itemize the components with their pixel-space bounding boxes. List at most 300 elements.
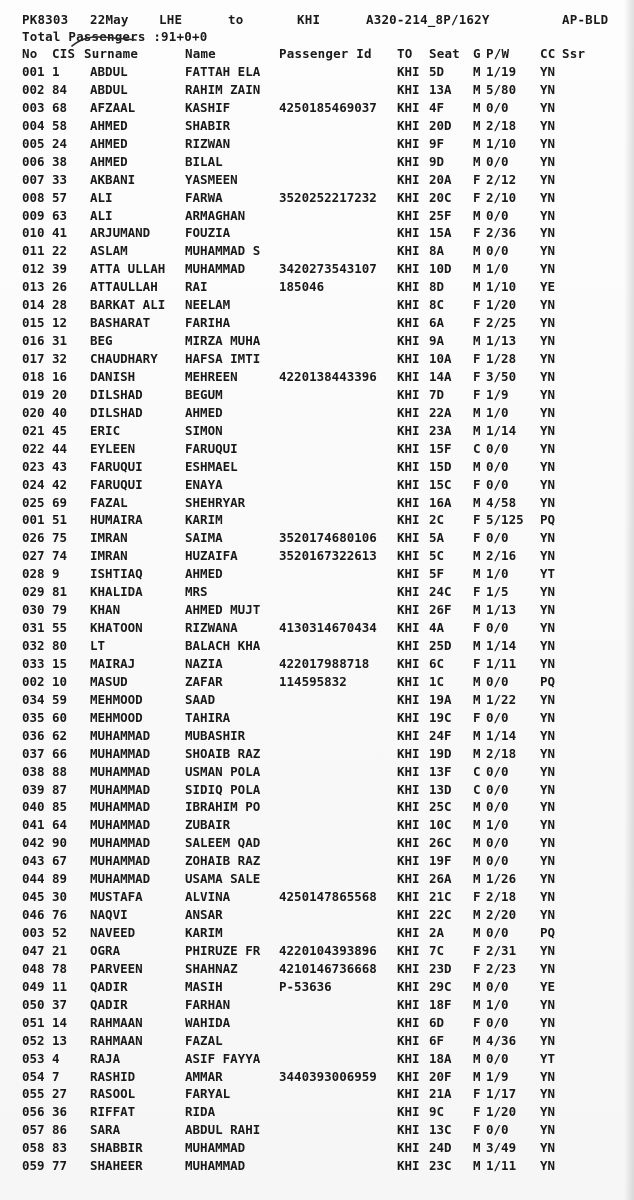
row-surname: MUHAMMAD [90,871,151,887]
row-no: 001 [22,512,45,528]
row-to: KHI [397,1086,420,1102]
row-cis: 24 [52,135,68,151]
row-cis: 10 [52,673,68,689]
row-to: KHI [397,709,420,725]
table-row [22,691,622,709]
row-cc: YN [540,835,556,851]
row-cc: YN [540,781,556,797]
row-name: KARIM [185,512,223,528]
row-pw: 1/19 [486,64,517,79]
row-seat: 9C [429,1104,445,1120]
row-cis: 80 [52,638,68,653]
row-no: 009 [22,207,45,223]
page-edge-shadow [624,0,634,1200]
row-pw: 0/0 [486,763,509,779]
row-no: 039 [22,781,45,797]
row-to: KHI [397,333,420,349]
row-cis: 75 [52,530,68,546]
table-row [22,242,622,260]
row-cis: 60 [52,709,68,725]
row-cis: 22 [52,243,68,259]
row-to: KHI [397,1104,420,1120]
row-seat: 19A [429,691,452,707]
row-no: 021 [22,422,45,438]
table-row [22,404,622,422]
row-seat: 25C [429,799,452,815]
row-gender: F [473,620,481,636]
row-surname: RASHID [90,1068,136,1084]
row-no: 028 [22,566,45,582]
row-name: BILAL [185,153,223,169]
row-no: 043 [22,853,45,869]
row-gender: F [473,655,481,671]
row-no: 017 [22,351,45,366]
row-name: ANSAR [185,907,223,923]
row-seat: 20F [429,1068,452,1084]
row-gender: F [473,225,481,241]
row-surname: RAHMAAN [90,1014,143,1030]
row-cc: YN [540,907,556,923]
row-seat: 29C [429,978,452,994]
row-name: MUHAMMAD [185,1158,246,1174]
row-pw: 0/0 [486,978,509,994]
row-cis: 81 [52,584,68,600]
row-pw: 1/20 [486,297,517,313]
row-no: 006 [22,153,45,169]
row-cc: PQ [540,925,556,940]
row-gender: M [473,117,481,133]
table-row [22,1139,622,1157]
row-surname: MUSTAFA [90,889,143,905]
row-name: FOUZIA [185,225,231,241]
row-cc: YN [540,476,556,492]
row-passenger-id: 4220138443396 [279,368,377,384]
col-no: No [22,46,38,61]
row-surname: MUHAMMAD [90,835,151,851]
row-to: KHI [397,871,420,887]
table-row [22,816,622,834]
row-to: KHI [397,1068,420,1084]
table-row [22,1014,622,1032]
row-cis: 83 [52,1140,68,1156]
row-gender: M [473,817,481,833]
row-gender: M [473,1140,481,1156]
row-seat: 6C [429,655,445,671]
row-no: 041 [22,817,45,833]
row-seat: 6D [429,1014,445,1030]
row-name: IBRAHIM PO [185,799,261,815]
row-cc: YN [540,1104,556,1120]
row-to: KHI [397,458,420,474]
row-cis: 13 [52,1032,68,1048]
row-pw: 1/28 [486,351,517,366]
row-surname: RAJA [90,1050,121,1066]
table-row [22,476,622,494]
row-pw: 0/0 [486,835,509,851]
row-gender: M [473,64,481,79]
row-gender: C [473,440,481,456]
row-name: AHMED [185,404,223,420]
row-pw: 0/0 [486,458,509,474]
row-cis: 51 [52,512,68,528]
table-row [22,1103,622,1121]
row-name: KASHIF [185,99,231,115]
table-row [22,637,622,655]
row-to: KHI [397,1050,420,1066]
row-pw: 2/20 [486,907,517,923]
row-pw: 4/58 [486,494,517,510]
row-name: RIZWAN [185,135,231,151]
row-to: KHI [397,925,420,940]
row-no: 023 [22,458,45,474]
row-cc: YN [540,960,556,976]
row-to: KHI [397,691,420,707]
column-header-row [22,46,622,63]
row-surname: KHALIDA [90,584,143,600]
row-name: ZOHAIB RAZ [185,853,261,869]
row-surname: DILSHAD [90,386,143,402]
row-gender: M [473,261,481,277]
row-no: 058 [22,1140,45,1156]
row-cc: PQ [540,512,556,528]
row-seat: 18A [429,1050,452,1066]
row-cis: 69 [52,494,68,510]
table-row [22,601,622,619]
row-to: KHI [397,1122,420,1138]
row-to: KHI [397,225,420,241]
row-surname: MUHAMMAD [90,853,151,869]
row-surname: ASLAM [90,243,128,259]
row-to: KHI [397,494,420,510]
table-row [22,1085,622,1103]
table-row [22,673,622,691]
row-cc: YN [540,297,556,313]
row-name: AHMED MUJT [185,602,261,618]
table-row [22,996,622,1014]
table-row [22,189,622,207]
table-row [22,547,622,565]
row-name: USMAN POLA [185,763,261,779]
row-cc: YN [540,871,556,887]
row-no: 002 [22,673,45,689]
row-pw: 0/0 [486,153,509,169]
row-pw: 2/16 [486,548,517,564]
row-cc: YN [540,853,556,869]
row-cc: YN [540,153,556,169]
row-cis: 57 [52,189,68,205]
row-gender: M [473,1158,481,1174]
row-cis: 89 [52,871,68,887]
row-pw: 5/125 [486,512,524,528]
row-name: KARIM [185,925,223,940]
row-surname: DANISH [90,368,136,384]
row-cc: YN [540,638,556,653]
row-surname: ALI [90,207,113,223]
row-seat: 10D [429,261,452,277]
row-gender: M [473,1068,481,1084]
row-seat: 6A [429,315,445,331]
row-surname: KHATOON [90,620,143,636]
row-seat: 7D [429,386,445,402]
row-seat: 9F [429,135,445,151]
row-name: NAZIA [185,655,223,671]
row-pw: 0/0 [486,243,509,259]
row-gender: F [473,709,481,725]
row-passenger-id: 3420273543107 [279,261,377,277]
total-passengers: Total Passengers :91+0+0 [22,29,208,44]
row-seat: 19D [429,745,452,761]
row-to: KHI [397,171,420,187]
row-seat: 8D [429,279,445,295]
row-no: 031 [22,620,45,636]
row-name: MUHAMMAD S [185,243,261,259]
row-surname: MUHAMMAD [90,817,151,833]
row-cis: 9 [52,566,60,582]
table-row [22,709,622,727]
row-no: 024 [22,476,45,492]
row-cc: YN [540,135,556,151]
row-seat: 26C [429,835,452,851]
row-passenger-id: 4250147865568 [279,889,377,905]
row-pw: 0/0 [486,99,509,115]
row-seat: 16A [429,494,452,510]
table-row [22,870,622,888]
row-surname: ABDUL [90,64,128,79]
row-no: 049 [22,978,45,994]
row-gender: M [473,422,481,438]
row-seat: 15F [429,440,452,456]
table-row [22,745,622,763]
row-name: FARUQUI [185,440,238,456]
row-gender: F [473,297,481,313]
row-pw: 1/10 [486,279,517,295]
row-pw: 1/0 [486,566,509,582]
row-surname: ABDUL [90,81,128,97]
row-cis: 85 [52,799,68,815]
row-surname: MEHMOOD [90,691,143,707]
row-surname: DILSHAD [90,404,143,420]
row-seat: 10C [429,817,452,833]
row-name: PHIRUZE FR [185,942,261,958]
row-pw: 0/0 [486,1014,509,1030]
col-gender: G [473,46,481,61]
row-name: ENAYA [185,476,223,492]
row-cis: 74 [52,548,68,564]
row-cis: 38 [52,153,68,169]
row-no: 004 [22,117,45,133]
row-cis: 16 [52,368,68,384]
row-gender: M [473,207,481,223]
row-name: ABDUL RAHI [185,1122,261,1138]
row-seat: 20D [429,117,452,133]
row-gender: M [473,99,481,115]
row-seat: 15A [429,225,452,241]
row-gender: M [473,279,481,295]
row-seat: 4A [429,620,445,636]
row-no: 035 [22,709,45,725]
row-passenger-id: 4220104393896 [279,942,377,958]
row-surname: MUHAMMAD [90,727,151,743]
row-pw: 2/18 [486,117,517,133]
row-no: 005 [22,135,45,151]
row-name: HAFSA IMTI [185,351,261,366]
row-name: MIRZA MUHA [185,333,261,349]
row-cis: 68 [52,99,68,115]
row-name: NEELAM [185,297,231,313]
row-passenger-id: 4210146736668 [279,960,377,976]
row-cis: 28 [52,297,68,313]
row-gender: M [473,153,481,169]
row-cc: YT [540,566,556,582]
row-passenger-id: 185046 [279,279,325,295]
row-cc: YN [540,942,556,958]
table-row [22,763,622,781]
row-name: FAZAL [185,1032,223,1048]
row-no: 026 [22,530,45,546]
row-name: MASIH [185,978,223,994]
row-name: SHEHRYAR [185,494,246,510]
row-cc: YN [540,620,556,636]
row-cis: 4 [52,1050,60,1066]
row-name: SALEEM QAD [185,835,261,851]
row-seat: 22C [429,907,452,923]
row-no: 034 [22,691,45,707]
col-pw: P/W [486,46,510,61]
row-cis: 7 [52,1068,60,1084]
row-surname: MUHAMMAD [90,763,151,779]
table-row [22,781,622,799]
row-seat: 20C [429,189,452,205]
row-gender: M [473,745,481,761]
row-surname: MUHAMMAD [90,745,151,761]
row-seat: 21A [429,1086,452,1102]
row-gender: M [473,1032,481,1048]
row-no: 011 [22,243,45,259]
row-seat: 13A [429,81,452,97]
row-cis: 79 [52,602,68,618]
table-row [22,314,622,332]
row-name: BEGUM [185,386,223,402]
row-seat: 21C [429,889,452,905]
row-no: 002 [22,81,45,97]
row-cis: 11 [52,978,68,994]
row-name: SHAHNAZ [185,960,238,976]
table-row [22,852,622,870]
row-cis: 27 [52,1086,68,1102]
destination: KHI [297,12,321,27]
row-cc: YN [540,745,556,761]
row-no: 051 [22,1014,45,1030]
col-name: Name [185,46,216,61]
row-no: 046 [22,907,45,923]
row-to: KHI [397,620,420,636]
row-surname: RAHMAAN [90,1032,143,1048]
row-surname: AHMED [90,135,128,151]
row-seat: 26F [429,602,452,618]
row-name: ZUBAIR [185,817,231,833]
row-name: SHOAIB RAZ [185,745,261,761]
row-name: SIDIQ POLA [185,781,261,797]
row-cis: 66 [52,745,68,761]
row-cis: 21 [52,942,68,958]
row-cc: YN [540,207,556,223]
row-surname: QADIR [90,996,128,1012]
row-to: KHI [397,907,420,923]
row-cc: YN [540,817,556,833]
row-no: 027 [22,548,45,564]
row-to: KHI [397,960,420,976]
row-pw: 1/20 [486,1104,517,1120]
row-cis: 12 [52,315,68,331]
row-gender: M [473,548,481,564]
row-name: SHABIR [185,117,231,133]
row-pw: 2/18 [486,889,517,905]
table-row [22,960,622,978]
row-surname: SARA [90,1122,121,1138]
row-cc: YN [540,458,556,474]
row-no: 056 [22,1104,45,1120]
row-name: ALVINA [185,889,231,905]
table-row [22,207,622,225]
row-surname: NAVEED [90,925,136,940]
row-name: USAMA SALE [185,871,261,887]
table-row [22,386,622,404]
row-to: KHI [397,297,420,313]
row-pw: 2/36 [486,225,517,241]
row-cis: 20 [52,386,68,402]
row-gender: M [473,799,481,815]
row-name: AHMED [185,566,223,582]
table-row [22,798,622,816]
row-to: KHI [397,476,420,492]
row-seat: 10A [429,351,452,366]
table-row [22,171,622,189]
row-gender: M [473,978,481,994]
row-gender: M [473,243,481,259]
row-cc: YN [540,117,556,133]
row-passenger-id: 3520167322613 [279,548,377,564]
row-surname: NAQVI [90,907,128,923]
table-row [22,99,622,117]
row-to: KHI [397,1158,420,1174]
row-to: KHI [397,81,420,97]
row-gender: M [473,1050,481,1066]
row-to: KHI [397,817,420,833]
row-cis: 42 [52,476,68,492]
row-cis: 36 [52,1104,68,1120]
row-no: 033 [22,655,45,671]
row-surname: HUMAIRA [90,512,143,528]
row-pw: 1/11 [486,655,517,671]
row-no: 010 [22,225,45,241]
row-pw: 0/0 [486,530,509,546]
row-gender: F [473,368,481,384]
row-no: 059 [22,1158,45,1174]
row-to: KHI [397,673,420,689]
row-cc: YN [540,548,556,564]
row-to: KHI [397,64,420,79]
row-pw: 2/31 [486,942,517,958]
table-row [22,368,622,386]
row-gender: F [473,476,481,492]
row-cc: YN [540,727,556,743]
row-name: ZAFAR [185,673,223,689]
row-cc: YN [540,333,556,349]
row-surname: MUHAMMAD [90,781,151,797]
row-cc: YN [540,81,556,97]
row-name: FATTAH ELA [185,64,261,79]
row-pw: 1/0 [486,404,509,420]
